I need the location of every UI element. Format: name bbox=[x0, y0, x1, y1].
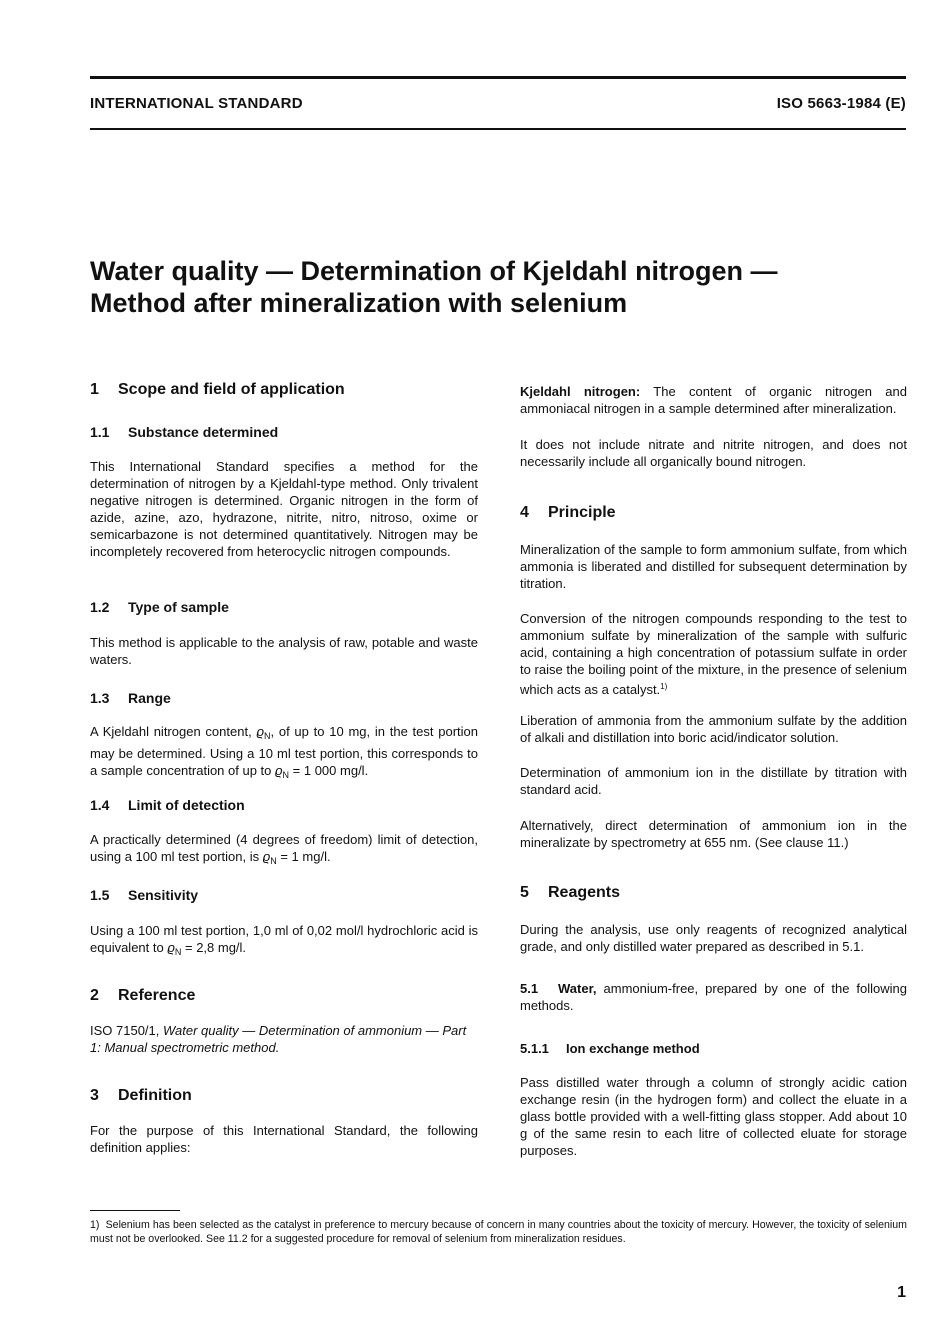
section-3-heading: 3 Definition bbox=[90, 1087, 192, 1104]
section-1-4-heading: 1.4 Limit of detection bbox=[90, 797, 245, 813]
section-1-5-heading: 1.5 Sensitivity bbox=[90, 887, 199, 903]
footnote-marker: 1) bbox=[90, 1219, 100, 1231]
section-4-para-1: Mineralization of the sample to form ammonium sulfate, from which ammonia is liberated and distilled for subsequent determination by titration. bbox=[520, 542, 907, 591]
section-4-para-5: Alternatively, direct determination of ammonium ion in the mineralizate by spectrometry at 655 nm. (See clause 11.) bbox=[520, 818, 907, 850]
section-1-1-heading: 1.1 Substance determined bbox=[90, 424, 279, 440]
footnote bbox=[90, 1218, 907, 1246]
section-1-2-heading: 1.2 Type of sample bbox=[90, 599, 229, 615]
footnote-text: Selenium has been selected as the catalyst in preference to mercury because of concern in many countries about the toxicity of mercury. However, the toxicity of selenium must not be overlooked. See 11.2 for a suggested procedure for removal of selenium from mineralization residues. bbox=[90, 1219, 907, 1245]
section-1-3-body: A Kjeldahl nitrogen content, $ϱ_N$, of up to 10 mg, in the test portion may be determined. Using a 10 ml test portion, this corresponds to a sample concentration of up to $ϱ_N = 1$ 000 mg/l. bbox=[90, 724, 479, 780]
section-1-4-body: A practically determined (4 degrees of freedom) limit of detection, using a 100 ml test portion, is $ϱ_N = 1$ mg/l. bbox=[90, 832, 478, 866]
definition-kjeldahl-nitrogen: Kjeldahl nitrogen: The content of organic nitrogen and ammoniacal nitrogen in a sample determined after mineralization. bbox=[520, 384, 907, 416]
section-1-1-body: This International Standard specifies a method for the determination of nitrogen by a Kjeldahl-type method. Only trivalent negative nitrogen is determined. Organic nitrogen in the form of azide, azine, azo, hydrazone, nitrite, nitro, nitroso, oxime or semicarbazone is not determined quantitatively. Nitrogen may be incompletely recovered from heterocyclic nitrogen compounds. bbox=[90, 459, 478, 559]
section-2-body: ISO 7150/1, Water quality — Determination of ammonium — Part 1: Manual spectrometric method. bbox=[90, 1023, 467, 1055]
section-4-heading: 4 Principle bbox=[520, 504, 616, 521]
page-number: 1 bbox=[897, 1284, 906, 1301]
section-5-1: 5.1 Water, ammonium-free, prepared by one of the following methods. bbox=[520, 981, 907, 1013]
section-3-body: For the purpose of this International Standard, the following definition applies: bbox=[90, 1123, 478, 1155]
section-5-body: During the analysis, use only reagents of recognized analytical grade, and only distilled water prepared as described in 5.1. bbox=[520, 922, 907, 954]
right-column bbox=[520, 0, 907, 1200]
section-1-5-body: Using a 100 ml test portion, 1,0 ml of 0,02 mol/l hydrochloric acid is equivalent to $ϱ_N = 2,8$ mg/l. bbox=[90, 923, 478, 957]
title-line-2: Method after mineralization with selenium bbox=[90, 288, 628, 318]
section-2-heading: 2 Reference bbox=[90, 987, 196, 1004]
section-1-heading: 1 Scope and field of application bbox=[90, 381, 345, 398]
section-1-3-heading: 1.3 Range bbox=[90, 690, 171, 706]
section-4-para-3: Liberation of ammonia from the ammonium sulfate by the addition of alkali and distillation into boric acid/indicator solution. bbox=[520, 713, 907, 745]
footnote-rule bbox=[90, 1210, 180, 1211]
section-5-1-1-heading: 5.1.1 Ion exchange method bbox=[520, 1041, 700, 1056]
section-5-heading: 5 Reagents bbox=[520, 884, 621, 901]
left-column bbox=[90, 0, 478, 1200]
header-standard-label: INTERNATIONAL STANDARD bbox=[90, 95, 303, 112]
section-4-para-2: Conversion of the nitrogen compounds responding to the test to ammonium sulfate by mineralization of the sample with sulfuric acid, containing a high concentration of potassium sulfate in order to raise the boiling point of the mixture, in the presence of selenium which acts as a catalyst.$^{1)}$ bbox=[520, 611, 907, 697]
section-1-2-body: This method is applicable to the analysis of raw, potable and waste waters. bbox=[90, 635, 478, 667]
footnote-reference: 1) bbox=[660, 682, 668, 691]
title-line-1: Water quality — Determination of Kjeldahl nitrogen — bbox=[90, 256, 778, 286]
definition-note: It does not include nitrate and nitrite nitrogen, and does not necessarily include all organically bound nitrogen. bbox=[520, 437, 907, 469]
section-4-para-4: Determination of ammonium ion in the distillate by titration with standard acid. bbox=[520, 765, 907, 797]
header-document-id: ISO 5663-1984 (E) bbox=[776, 95, 906, 112]
section-5-1-1-body: Pass distilled water through a column of strongly acidic cation exchange resin (in the hydrogen form) and collect the eluate in a glass bottle provided with a well-fitting glass stopper. Add about 10 g of the same resin to each litre of collected eluate for storage purposes. bbox=[520, 1075, 907, 1158]
